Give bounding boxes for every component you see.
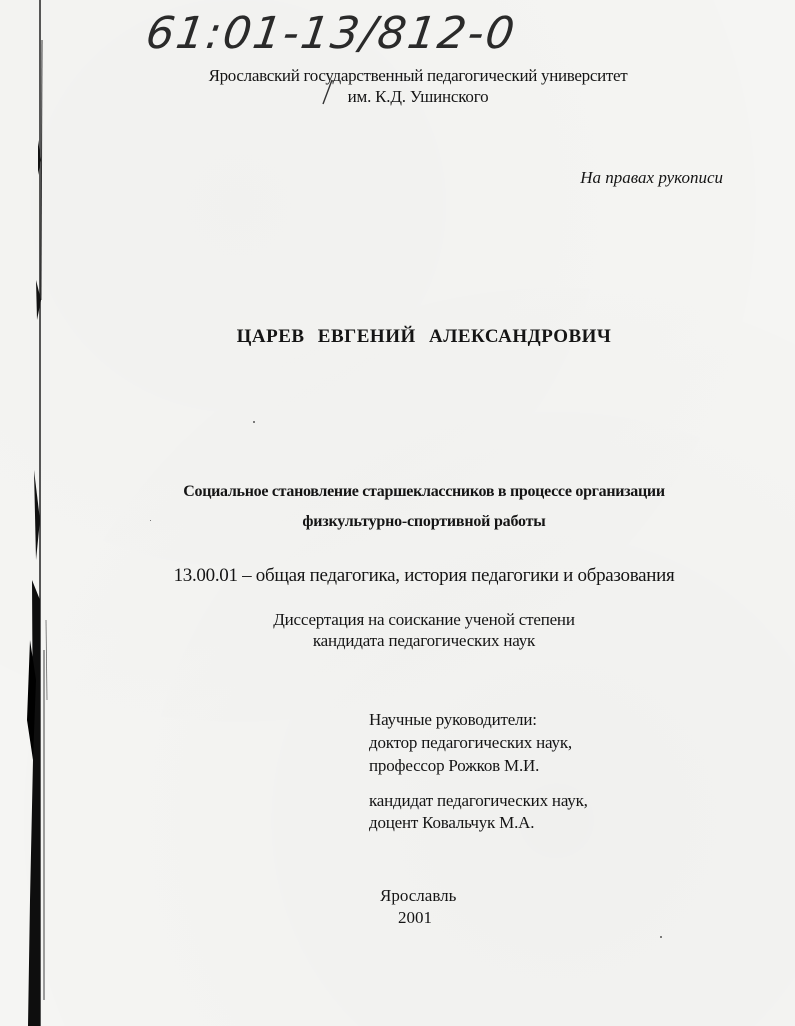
scan-speck — [660, 936, 662, 938]
specialty-code: 13.00.01 – общая педагогика, история педагогики и образования — [173, 565, 675, 586]
degree-line-1: Диссертация на соискание ученой степени — [273, 610, 575, 629]
supervisor-2-block — [369, 790, 588, 834]
manuscript-note: На правах рукописи — [580, 168, 723, 187]
scan-speck — [150, 520, 151, 521]
degree-line-2: кандидата педагогических наук — [312, 631, 536, 650]
supervisor-2-name: доцент Ковальчук М.А. — [369, 813, 535, 832]
university-named-after: им. К.Д. Ушинского — [347, 87, 489, 106]
year: 2001 — [398, 908, 432, 927]
supervisor-1-title: доктор педагогических наук, — [369, 733, 572, 752]
university-name: Ярославский государственный педагогический университет — [208, 66, 628, 85]
supervisor-2-title: кандидат педагогических наук, — [369, 791, 588, 810]
dissertation-title-line-2: физкультурно-спортивной работы — [302, 513, 546, 530]
supervisors-heading: Научные руководители: — [369, 710, 537, 729]
dissertation-title-line-1: Социальное становление старшеклассников в процессе организации — [183, 483, 665, 500]
archive-number-handwritten: 61:01-13/812-0 — [142, 8, 520, 59]
author-name: ЦАРЕВ ЕВГЕНИЙ АЛЕКСАНДРОВИЧ — [236, 326, 612, 347]
supervisor-1-name: профессор Рожков М.И. — [369, 756, 540, 775]
city: Ярославль — [380, 886, 457, 905]
supervisors-block — [369, 708, 572, 777]
scan-speck — [253, 421, 255, 423]
